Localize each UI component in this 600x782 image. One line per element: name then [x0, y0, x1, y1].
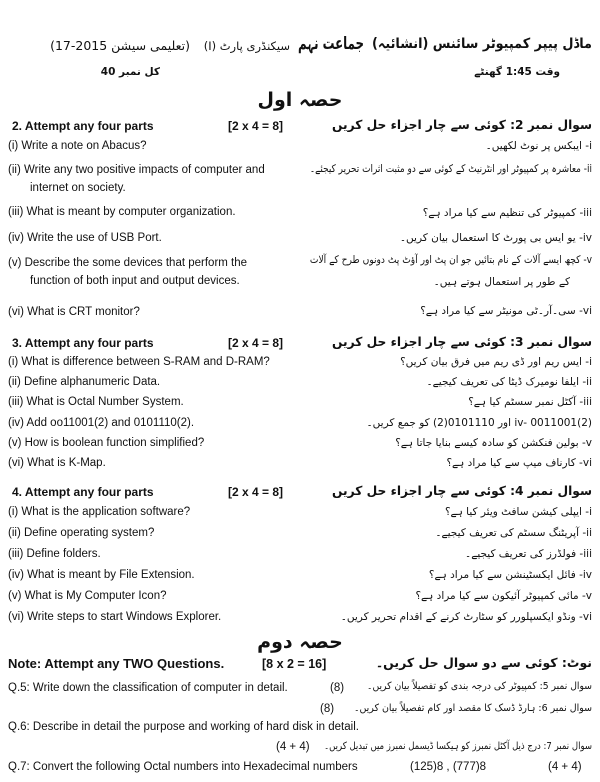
- q2-item-urdu: iv- یو ایس بی پورٹ کا استعمال بیان کریں۔: [399, 232, 592, 244]
- q2-heading: 2. Attempt any four parts: [12, 119, 154, 133]
- q7-urdu: سوال نمبر 7: درج ذیل آکٹل نمبرز کو ہیکسا ڈیسمل نمبرز میں تبدیل کریں۔: [324, 741, 592, 752]
- q2-heading-urdu: سوال نمبر 2: کوئی سے چار اجزاء حل کریں: [331, 117, 592, 132]
- q4-item: (ii) Define operating system?: [8, 527, 155, 539]
- q4-marks: [2 x 4 = 8]: [228, 485, 284, 499]
- note: Note: Attempt any TWO Questions.: [8, 656, 225, 671]
- q4-item: (i) What is the application software?: [8, 506, 191, 518]
- q4-item-urdu: vi- ونڈو ایکسپلورر کو سٹارٹ کرنے کے اقدام تحریر کریں۔: [340, 611, 592, 623]
- paper-title: ماڈل پیپر کمپیوٹر سائنس (انشائیہ): [371, 36, 592, 52]
- q4-item-urdu: ii- آپریٹنگ سسٹم کی تعریف کیجیے۔: [435, 527, 592, 539]
- time-label: وقت 1:45 گھنٹے: [474, 66, 560, 78]
- section-1-title: حصہ اول: [257, 89, 343, 111]
- section-2-title: حصہ دوم: [257, 631, 343, 653]
- note-marks: [8 x 2 = 16]: [262, 657, 327, 671]
- q5-marks: (8): [330, 682, 345, 694]
- q4-item-urdu: iv- فائل ایکسٹینشن سے کیا مراد ہے؟: [428, 569, 592, 581]
- total-marks-label: کل نمبر 40: [100, 66, 160, 78]
- q6-text: Q.6: Describe in detail the purpose and working of hard disk in detail.: [8, 721, 359, 733]
- q2-item-urdu: v- کچھ ایسے آلات کے نام بتائیں جو ان پٹ اور آؤٹ پٹ دونوں طرح کے آلات: [309, 254, 592, 266]
- q4-item: (iv) What is meant by File Extension.: [8, 569, 195, 581]
- q3-item-urdu: iii- آکٹل نمبر سسٹم کیا ہے؟: [468, 396, 592, 408]
- q2-item: (iii) What is meant by computer organization.: [8, 206, 236, 218]
- q3-item: (iv) Add oo11001(2) and 0101110(2).: [8, 417, 195, 429]
- q3-item: (i) What is difference between S-RAM and D-RAM?: [8, 356, 270, 368]
- q3-item: (v) How is boolean function simplified?: [8, 437, 205, 449]
- q2-marks: [2 x 4 = 8]: [228, 119, 284, 133]
- q3-item-urdu: vi- کارناف میپ سے کیا مراد ہے؟: [446, 457, 592, 469]
- q2-item: (vi) What is CRT monitor?: [8, 306, 140, 318]
- q2-item: function of both input and output devices.: [30, 275, 240, 287]
- q4-item: (v) What is My Computer Icon?: [8, 590, 167, 602]
- q2-item: internet on society.: [30, 182, 126, 194]
- q4-item: (iii) Define folders.: [8, 548, 101, 560]
- q4-item-urdu: v- مائی کمپیوٹر آئیکون سے کیا مراد ہے؟: [415, 590, 592, 602]
- q2-item-urdu: ii- معاشرہ پر کمپیوٹر اور انٹرنیٹ کے کوئی سے دو مثبت اثرات تحریر کیجئے۔: [309, 163, 592, 175]
- q6-urdu: سوال نمبر 6: ہارڈ ڈسک کا مقصد اور کام تفصیلاً بیان کریں۔: [353, 703, 592, 714]
- q4-item-urdu: iii- فولڈرز کی تعریف کیجیے۔: [465, 548, 592, 560]
- class-label: جماعت نہم: [298, 34, 365, 54]
- q3-marks: [2 x 4 = 8]: [228, 336, 284, 350]
- q6-marks-urdu: (8): [320, 703, 335, 715]
- q7-text: Q.7: Convert the following Octal numbers into Hexadecimal numbers: [8, 761, 358, 773]
- q2-item-urdu: vi- سی۔آر۔ٹی مونیٹر سے کیا مراد ہے؟: [420, 305, 592, 317]
- session-label: (تعلیمی سیشن 2015-17): [50, 38, 190, 53]
- q2-item: (i) Write a note on Abacus?: [8, 140, 147, 152]
- q4-item: (vi) Write steps to start Windows Explorer.: [8, 611, 222, 623]
- q7-values: (125)8 , (777)8: [410, 761, 487, 773]
- q2-item-urdu: i- ایبکس پر نوٹ لکھیں۔: [485, 140, 592, 152]
- q7-marks-urdu: (4 + 4): [276, 741, 310, 753]
- q3-item-urdu: iv- 0011001(2) اور 0101110(2) کو جمع کریں۔: [366, 417, 592, 429]
- q4-heading-urdu: سوال نمبر 4: کوئی سے چار اجزاء حل کریں: [331, 483, 592, 498]
- q4-heading: 4. Attempt any four parts: [12, 485, 154, 499]
- q3-item-urdu: v- بولین فنکشن کو سادہ کیسے بنایا جاتا ہے؟: [395, 437, 592, 449]
- q3-item: (ii) Define alphanumeric Data.: [8, 376, 161, 388]
- q2-item-urdu: iii- کمپیوٹر کی تنظیم سے کیا مراد ہے؟: [422, 207, 592, 219]
- q2-item: (v) Describe the some devices that perform the: [8, 257, 248, 269]
- part-label: سیکنڈری پارٹ (I): [203, 39, 290, 53]
- q4-item-urdu: i- ایپلی کیشن سافٹ ویئر کیا ہے؟: [444, 506, 592, 518]
- q3-item-urdu: ii- ایلفا نومیرک ڈیٹا کی تعریف کیجیے۔: [426, 376, 592, 388]
- q7-marks: (4 + 4): [548, 761, 582, 773]
- q5-text: Q.5: Write down the classification of computer in detail.: [8, 682, 288, 694]
- q2-item-urdu: کے طور پر استعمال ہوتے ہیں۔: [433, 276, 570, 288]
- q3-heading: 3. Attempt any four parts: [12, 336, 154, 350]
- q3-item: (iii) What is Octal Number System.: [8, 396, 184, 408]
- q3-item-urdu: i- ایس ریم اور ڈی ریم میں فرق بیان کریں؟: [400, 356, 592, 368]
- q2-item: (iv) Write the use of USB Port.: [8, 232, 162, 244]
- q2-item: (ii) Write any two positive impacts of computer and: [8, 164, 265, 176]
- q5-urdu: سوال نمبر 5: کمپیوٹر کی درجہ بندی کو تفصیلاً بیان کریں۔: [367, 681, 592, 692]
- q3-heading-urdu: سوال نمبر 3: کوئی سے چار اجزاء حل کریں: [331, 334, 592, 349]
- note-urdu: نوٹ: کوئی سے دو سوال حل کریں۔: [375, 655, 592, 670]
- q3-item: (vi) What is K-Map.: [8, 457, 106, 469]
